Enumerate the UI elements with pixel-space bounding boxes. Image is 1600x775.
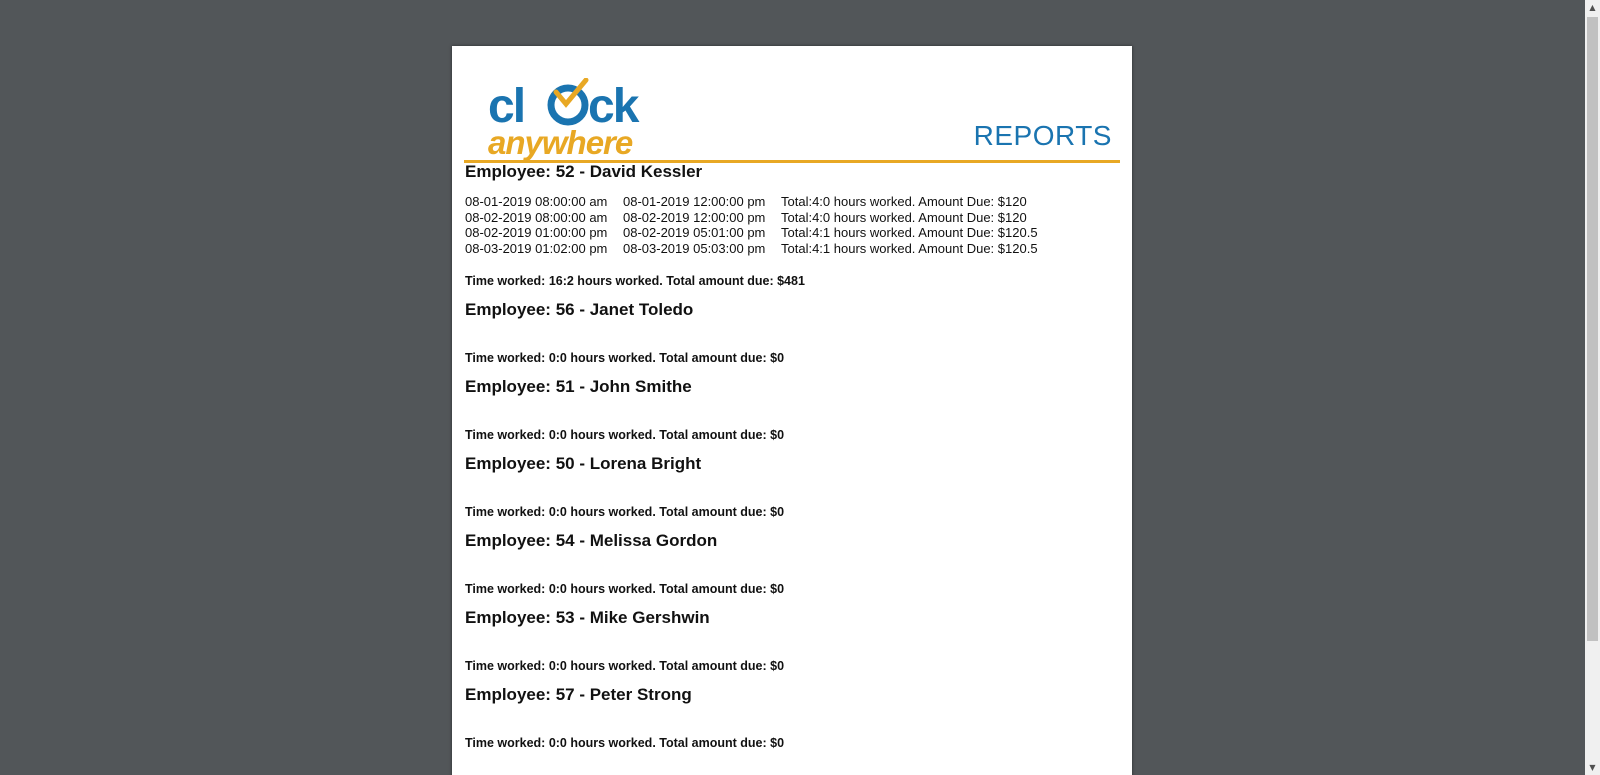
employee-heading: Employee: 54 - Melissa Gordon: [465, 530, 718, 550]
svg-text:ck: ck: [588, 80, 638, 133]
report-content: [465, 162, 1115, 751]
clock-in-time: 08-02-2019 01:00:00 pm: [465, 225, 608, 241]
employee-block: [465, 300, 1115, 366]
employee-heading: Employee: 57 - Peter Strong: [465, 684, 692, 704]
vertical-scrollbar[interactable]: [1585, 0, 1600, 775]
employee-heading: Employee: 53 - Mike Gershwin: [465, 607, 710, 627]
report-header: [464, 46, 1120, 163]
svg-text:cl: cl: [488, 80, 525, 133]
clock-in-time: 08-02-2019 08:00:00 am: [465, 209, 608, 225]
employee-block: [465, 685, 1115, 751]
entry-total: Total:4:1 hours worked. Amount Due: $120.5: [781, 241, 1038, 257]
clock-in-time: 08-03-2019 01:02:00 pm: [465, 241, 608, 257]
time-entry-row: [465, 194, 1115, 210]
clock-out-time: 08-02-2019 05:01:00 pm: [623, 225, 766, 241]
clock-out-time: 08-03-2019 05:03:00 pm: [623, 241, 766, 257]
scroll-up-arrow-icon[interactable]: ▲: [1589, 3, 1596, 12]
employee-summary: Time worked: 16:2 hours worked. Total amount due: $481: [465, 273, 805, 288]
employee-summary: Time worked: 0:0 hours worked. Total amount due: $0: [465, 504, 785, 519]
employee-heading: Employee: 56 - Janet Toledo: [465, 299, 694, 319]
clock-out-time: 08-02-2019 12:00:00 pm: [623, 209, 766, 225]
employee-block: [465, 377, 1115, 443]
entry-total: Total:4:0 hours worked. Amount Due: $120: [781, 209, 1027, 225]
employee-block: [465, 531, 1115, 597]
svg-text:anywhere: anywhere: [488, 124, 633, 160]
employee-block: [465, 608, 1115, 674]
time-entry-row: [465, 241, 1115, 257]
employee-summary: Time worked: 0:0 hours worked. Total amount due: $0: [465, 581, 785, 596]
employee-summary: Time worked: 0:0 hours worked. Total amount due: $0: [465, 427, 785, 442]
employee-block: [465, 162, 1115, 289]
time-entry-row: [465, 225, 1115, 241]
employee-summary: Time worked: 0:0 hours worked. Total amount due: $0: [465, 350, 785, 365]
employee-block: [465, 454, 1115, 520]
scroll-thumb[interactable]: [1587, 17, 1598, 641]
time-entries: [465, 194, 1115, 257]
employee-heading: Employee: 50 - Lorena Bright: [465, 453, 702, 473]
time-entry-row: [465, 210, 1115, 226]
scroll-down-arrow-icon[interactable]: ▼: [1589, 763, 1596, 772]
entry-total: Total:4:0 hours worked. Amount Due: $120: [781, 194, 1027, 209]
clock-out-time: 08-01-2019 12:00:00 pm: [623, 194, 766, 209]
clock-anywhere-logo: [486, 78, 656, 160]
employee-summary: Time worked: 0:0 hours worked. Total amount due: $0: [465, 735, 785, 750]
report-page: [452, 46, 1132, 775]
employee-summary: Time worked: 0:0 hours worked. Total amount due: $0: [465, 658, 785, 673]
clock-in-time: 08-01-2019 08:00:00 am: [465, 194, 608, 209]
entry-total: Total:4:1 hours worked. Amount Due: $120.5: [781, 225, 1038, 241]
employee-heading: Employee: 51 - John Smithe: [465, 376, 692, 396]
reports-title: REPORTS: [973, 120, 1112, 151]
employee-heading: Employee: 52 - David Kessler: [465, 162, 703, 181]
